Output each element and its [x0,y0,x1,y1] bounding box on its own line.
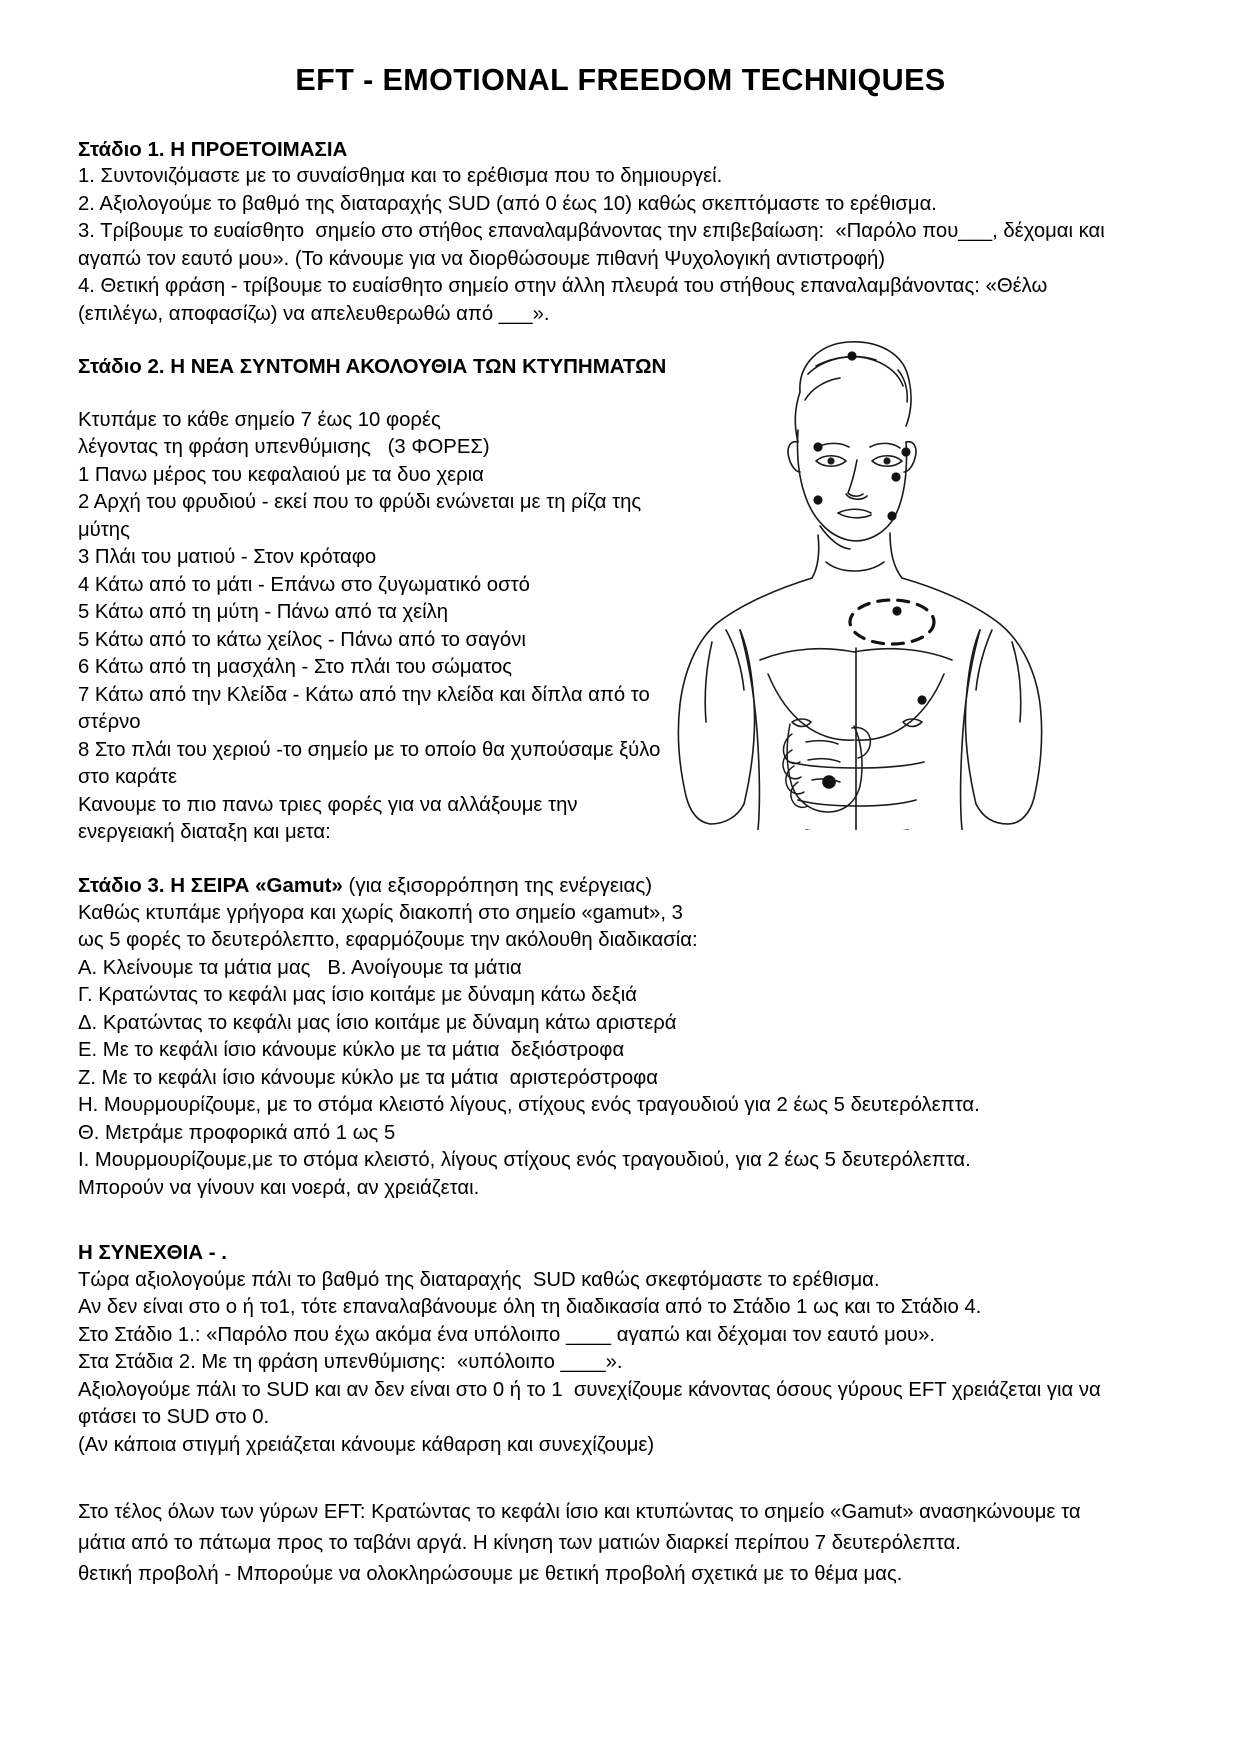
stage-2-heading: Στάδιο 2. Η ΝΕΑ ΣΥΝΤΟΜΗ ΑΚΟΛΟΥΘΙΑ ΤΩΝ ΚΤΥΠΗΜΑΤΩΝ [78,355,667,379]
gamut-step: Θ. Μετράμε προφορικά από 1 ως 5 [78,1121,396,1144]
stage-3-heading [78,873,1133,900]
stage-3-heading-note: (για εξισορρόπηση της ενέργειας) [342,873,653,897]
closing-line: θετική προβολή - Μπορούμε να ολοκληρώσουμε με θετική προβολή σχετικά με το θέμα μας. [78,1562,903,1585]
tapping-point: 6 Κάτω από τη μασχάλη - Στο πλάι του σώματος [78,656,513,679]
stage-2-outro-line: Κανουμε το πιο πανω τριες φορές για να αλλάξουμε την [78,793,578,816]
gamut-step: Μπορούν να γίνουν και νοερά, αν χρειάζεται. [78,1176,480,1199]
stage-1-section [78,137,1133,329]
continuation-line: Στα Στάδια 2. Με τη φράση υπενθύμισης: «υπόλοιπο ____». [78,1351,623,1374]
continuation-line: Στο Στάδιο 1.: «Παρόλο που έχω ακόμα ένα υπόλοιπο ____ αγαπώ και δέχομαι τον εαυτό μου». [78,1323,936,1346]
tapping-point: 1 Πανω μέρος του κεφαλαιού με τα δυο χερια [78,463,484,486]
tapping-point: 3 Πλάι του ματιού - Στον κρόταφο [78,546,377,569]
tapping-point: 4 Κάτω από το μάτι - Επάνω στο ζυγωματικό οστό [78,573,530,596]
continuation-line: Αν δεν είναι στο ο ή το1, τότε επαναλαβάνουμε όλη τη διαδικασία από το Στάδιο 1 ως και το Στάδιο 4. [78,1296,982,1319]
stage-1-line: 2. Αξιολογούμε το βαθμό της διαταραχής SUD (από 0 έως 10) καθώς σκεπτόμαστε το ερέθισμα. [78,192,937,215]
stage-1-heading: Στάδιο 1. Η ΠΡΟΕΤΟΙΜΑΣΙΑ [78,137,348,161]
continuation-heading: Η ΣΥΝΕΧΘΙΑ - . [78,1241,227,1265]
gamut-step: Γ. Κρατώντας το κεφάλι μας ίσιο κοιτάμε με δύναμη κάτω δεξιά [78,984,637,1007]
stage-2-intro-line: λέγοντας τη φράση υπενθύμισης (3 ΦΟΡΕΣ) [78,436,490,459]
tapping-point: 2 Αρχή του φρυδιού - εκεί που το φρύδι ενώνεται με τη ρίζα της μύτης [78,491,647,541]
continuation-section [78,1240,1133,1459]
spacer [78,1459,1163,1497]
tapping-point: 8 Στο πλάι του χεριού -το σημείο με το οποίο θα χυπούσαμε ξύλο στο καράτε [78,738,666,789]
gamut-step: Ε. Με το κεφάλι ίσιο κάνουμε κύκλο με τα μάτια δεξιόστροφα [78,1039,625,1062]
stage-2-intro-line: Κτυπάμε το κάθε σημείο 7 έως 10 φορές [78,408,441,431]
gamut-step: Ι. Μουρμουρίζουμε,με το στόμα κλειστό, λίγους στίχους ενός τραγουδιού, για 2 έως 5 δευτερόλεπτα. [78,1149,971,1172]
stage-3-heading-bold: Στάδιο 3. Η ΣΕΙΡΑ «Gamut» [78,873,343,897]
stage-3-intro-line: ως 5 φορές το δευτερόλεπτο, εφαρμόζουμε την ακόλουθη διαδικασία: [78,929,698,952]
stage-1-line: 3. Τρίβουμε το ευαίσθητο σημείο στο στήθος επαναλαμβάνοντας την επιβεβαίωση: «Παρόλο που___, δέχομαι και αγαπώ τον εαυτό μου». (Το κάνουμε για να διορθώσουμε πιθανή Ψυχολογική αντιστροφή) [78,220,1111,270]
closing-section [78,1497,1133,1590]
closing-line: Στο τέλος όλων των γύρων EFT: Κρατώντας το κεφάλι ίσιο και κτυπώντας το σημείο «Gamut» ανασηκώνουμε τα μάτια από το πάτωμα προς το ταβάνι αργά. Η κίνηση των ματιών διαρκεί περίπου 7 δευτερόλεπτα. [78,1501,1081,1554]
spacer [78,847,1163,873]
continuation-line: (Αν κάποια στιγμή χρειάζεται κάνουμε κάθαρση και συνεχίζουμε) [78,1433,655,1456]
stage-3-intro-line: Καθώς κτυπάμε γρήγορα και χωρίς διακοπή στο σημείο «gamut», 3 [78,901,683,924]
page-title: EFT - EMOTIONAL FREEDOM TECHNIQUES [295,63,946,97]
gamut-step: Η. Μουρμουρίζουμε, με το στόμα κλειστό λίγους, στίχους ενός τραγουδιού για 2 έως 5 δευτερόλεπτα. [78,1094,980,1117]
continuation-line: Αξιολογούμε πάλι το SUD και αν δεν είναι στο 0 ή το 1 συνεχίζουμε κάνοντας όσους γύρους EFT χρειάζεται για να φτάσει το SUD στο 0. [78,1378,1107,1429]
gamut-step: Δ. Κρατώντας το κεφάλι μας ίσιο κοιτάμε με δύναμη κάτω αριστερά [78,1011,677,1034]
spacer [78,328,1163,354]
tapping-point: 7 Κάτω από την Κλείδα - Κάτω από την κλείδα και δίπλα από το στέρνο [78,683,656,734]
stage-2-body [78,407,678,847]
stage-1-line: 4. Θετική φράση - τρίβουμε το ευαίσθητο σημείο στην άλλη πλευρά του στήθους επαναλαμβάνοντας: «Θέλω (επιλέγω, αποφασίζω) να απελευθερωθώ από ___». [78,275,1053,325]
stage-2-outro-line: ενεργειακή διαταξη και μετα: [78,821,331,844]
stage-1-line: 1. Συντονιζόμαστε με το συναίσθημα και το ερέθισμα που το δημιουργεί. [78,165,723,188]
spacer [78,381,908,407]
gamut-step: Ζ. Με το κεφάλι ίσιο κάνουμε κύκλο με τα μάτια αριστερόστροφα [78,1066,659,1089]
tapping-point: 5 Κάτω από τη μύτη - Πάνω από τα χείλη [78,601,449,624]
stage-3-section [78,873,1133,1202]
tapping-point: 5 Κάτω από το κάτω χείλος - Πάνω από το σαγόνι [78,628,526,651]
stage-2-section [78,354,908,847]
gamut-step: Α. Κλείνουμε τα μάτια μας Β. Ανοίγουμε τα μάτια [78,956,522,979]
spacer [78,99,1163,137]
spacer [78,1202,1163,1240]
continuation-line: Τώρα αξιολογούμε πάλι το βαθμό της διαταραχής SUD καθώς σκεφτόμαστε το ερέθισμα. [78,1268,880,1291]
